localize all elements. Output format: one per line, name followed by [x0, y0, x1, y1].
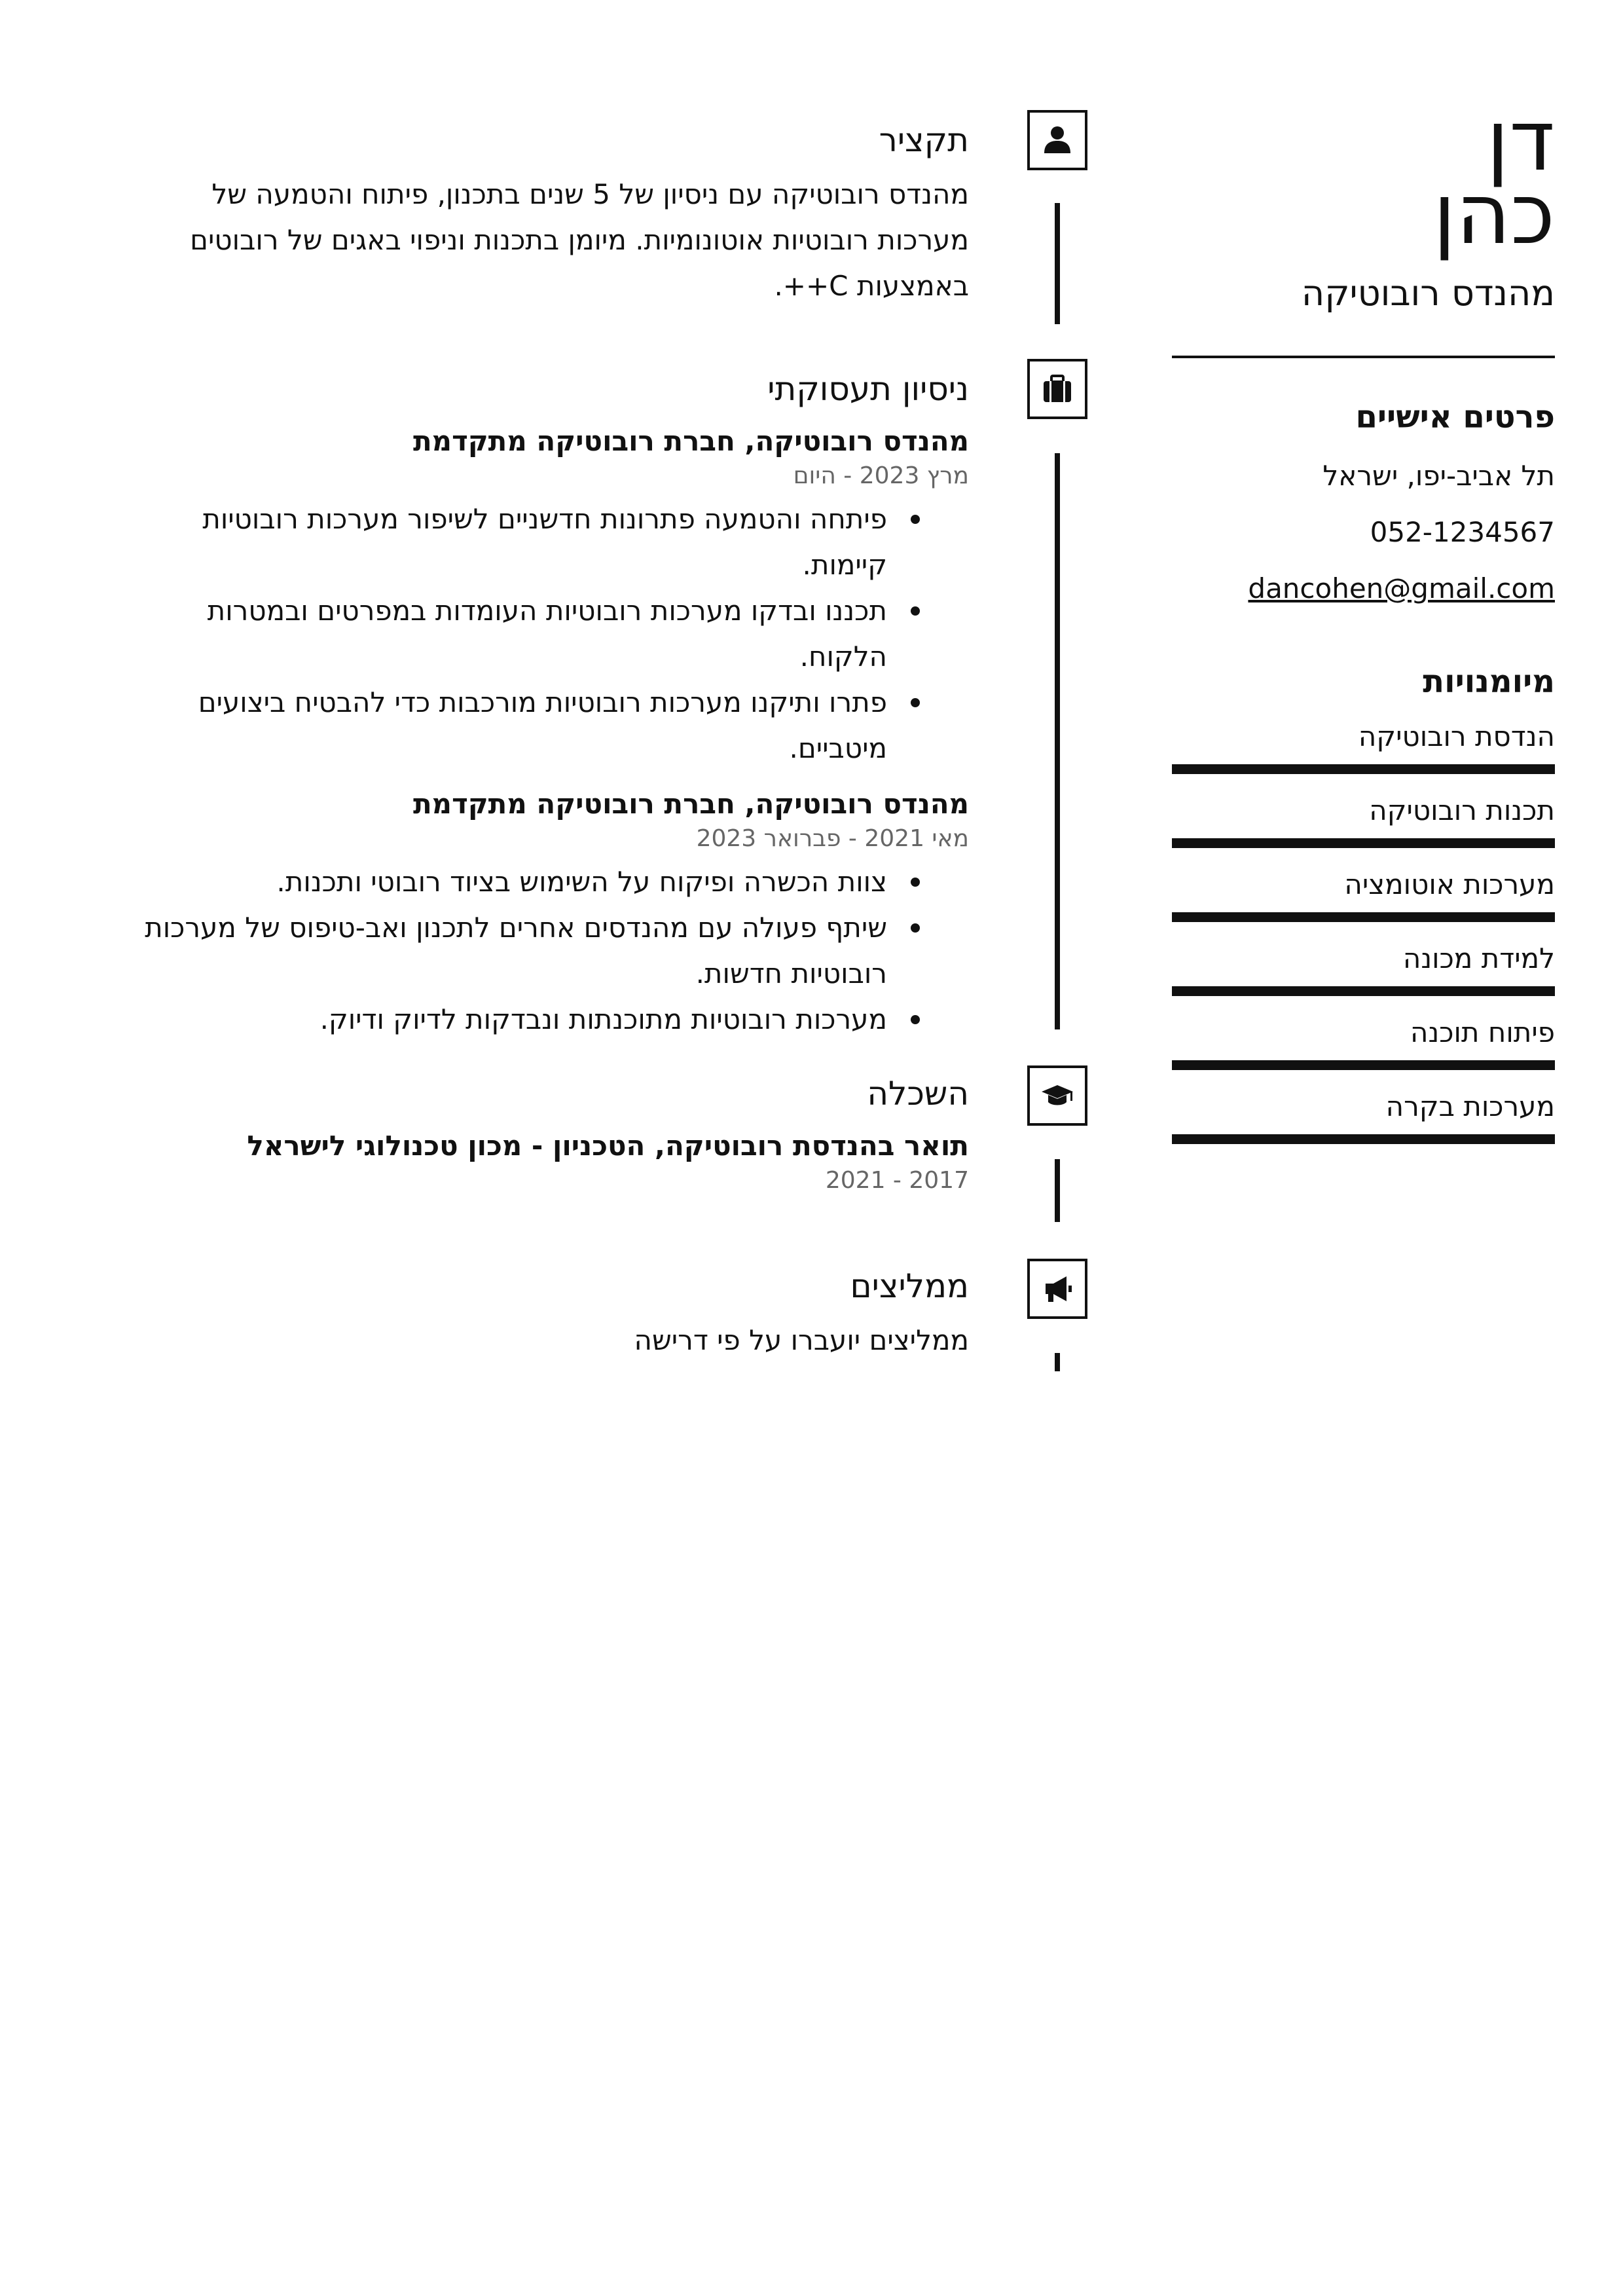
location: תל אביב-יפו, ישראל	[1322, 460, 1555, 492]
experience-heading: ניסיון תעסוקתי	[767, 370, 969, 408]
timeline-line	[1055, 203, 1060, 324]
education-dates: 2017 - 2021	[825, 1167, 969, 1194]
skill-item	[1172, 1014, 1555, 1070]
skills-list	[1172, 718, 1555, 1144]
full-name	[1172, 92, 1555, 263]
skill-item	[1172, 1088, 1555, 1144]
personal-heading: פרטים אישיים	[1355, 399, 1555, 435]
skill-level-bar	[1172, 1134, 1555, 1144]
skill-level-bar	[1172, 912, 1555, 922]
education-heading: השכלה	[867, 1075, 969, 1113]
skills-section	[1172, 663, 1555, 1144]
summary-heading: תקציר	[879, 121, 969, 159]
degree: תואר בהנדסת רובוטיקה, הטכניון - מכון טכנולוגי לישראל	[247, 1130, 969, 1162]
last-name: כהן	[1432, 166, 1555, 263]
phone: 052-1234567	[1370, 516, 1555, 548]
skill-label: למידת מכונה	[1402, 942, 1555, 974]
sidebar	[1172, 92, 1555, 1144]
timeline-line	[1055, 1159, 1060, 1222]
bullet-item: מערכות רובוטיות מתוכנתות ונבדקות לדיוק ודיוק.	[124, 997, 887, 1043]
skills-heading: מיומנויות	[1423, 663, 1555, 700]
bullet-item: פתרו ותיקנו מערכות רובוטיות מורכבות כדי להבטיח ביצועים מיטביים.	[124, 680, 887, 771]
header-divider	[1172, 356, 1555, 358]
timeline-line	[1055, 453, 1060, 1029]
job-bullets	[124, 496, 969, 771]
skill-item	[1172, 792, 1555, 848]
education-section	[124, 1074, 969, 1194]
summary-section	[124, 120, 969, 309]
job-dates: מרץ 2023 - היום	[793, 462, 969, 489]
skill-level-bar	[1172, 838, 1555, 848]
briefcase-icon	[1027, 359, 1087, 419]
user-icon	[1027, 110, 1087, 170]
skill-item	[1172, 940, 1555, 996]
job-dates: מאי 2021 - פברואר 2023	[696, 825, 969, 852]
timeline-line	[1055, 1353, 1060, 1371]
bullet-item: צוות הכשרה ופיקוח על השימוש בציוד רובוטי ותכנות.	[124, 859, 887, 905]
skill-label: מערכות אוטומציה	[1344, 868, 1555, 900]
skill-label: הנדסת רובוטיקה	[1358, 720, 1555, 752]
skill-item	[1172, 866, 1555, 922]
megaphone-icon	[1027, 1259, 1087, 1319]
email-link[interactable]: dancohen@gmail.com	[1248, 572, 1555, 604]
skill-label: מערכות בקרה	[1385, 1090, 1555, 1122]
graduation-cap-icon	[1027, 1065, 1087, 1126]
job-entry	[124, 423, 969, 771]
bullet-item: תכננו ובדקו מערכות רובוטיות העומדות במפרטים ובמטרות הלקוח.	[124, 588, 887, 680]
personal-details	[1172, 399, 1555, 604]
references-heading: ממליצים	[850, 1267, 969, 1305]
skill-level-bar	[1172, 764, 1555, 774]
job-bullets	[124, 859, 969, 1043]
job-title: מהנדס רובוטיקה	[1301, 272, 1555, 314]
skill-level-bar	[1172, 1060, 1555, 1070]
experience-section	[124, 369, 969, 1043]
job-title: מהנדס רובוטיקה, חברת רובוטיקה מתקדמת	[412, 788, 969, 820]
skill-level-bar	[1172, 986, 1555, 996]
summary-text: מהנדס רובוטיקה עם ניסיון של 5 שנים בתכנון, פיתוח והטמעה של מערכות רובוטיות אוטונומיות. מיומן בתכנות וניפוי באגים של רובוטים באמצעות C++.	[190, 178, 969, 302]
skill-label: פיתוח תוכנה	[1410, 1016, 1555, 1048]
bullet-item: שיתף פעולה עם מהנדסים אחרים לתכנון ואב-טיפוס של מערכות רובוטיות חדשות.	[124, 905, 887, 997]
skill-item	[1172, 718, 1555, 774]
job-title: מהנדס רובוטיקה, חברת רובוטיקה מתקדמת	[412, 425, 969, 457]
first-name: דן	[1486, 92, 1555, 190]
skill-label: תכנות רובוטיקה	[1369, 794, 1555, 826]
references-text: ממליצים יועברו על פי דרישה	[634, 1324, 969, 1356]
bullet-item: פיתחה והטמעה פתרונות חדשניים לשיפור מערכות רובוטיות קיימות.	[124, 496, 887, 588]
job-entry	[124, 786, 969, 1043]
references-section	[124, 1267, 969, 1363]
